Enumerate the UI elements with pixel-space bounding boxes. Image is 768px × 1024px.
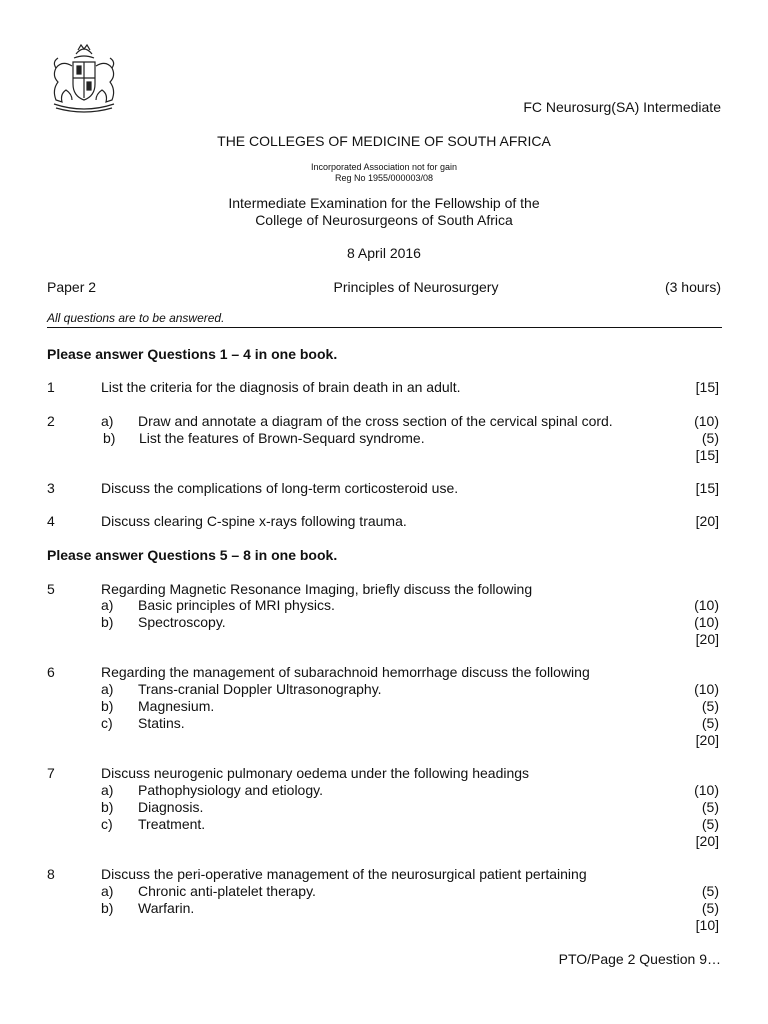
question-text: Regarding Magnetic Resonance Imaging, briefly discuss the following bbox=[101, 581, 533, 597]
question-total: [10] bbox=[695, 917, 719, 933]
subquestion-label: b) bbox=[101, 900, 114, 916]
subquestion-marks: (5) bbox=[701, 715, 719, 731]
subquestion-text: Trans-cranial Doppler Ultrasonography. bbox=[138, 681, 382, 697]
subquestion-marks: (5) bbox=[701, 799, 719, 815]
subquestion-label: a) bbox=[101, 782, 114, 798]
question-total: [20] bbox=[695, 732, 719, 748]
subquestion-text: Chronic anti-platelet therapy. bbox=[138, 883, 316, 899]
question-total: [20] bbox=[695, 833, 719, 849]
subquestion-text: Warfarin. bbox=[138, 900, 195, 916]
question-number: 4 bbox=[47, 513, 55, 529]
question-text: Discuss the complications of long-term corticosteroid use. bbox=[101, 480, 459, 496]
subquestion-marks: (5) bbox=[701, 883, 719, 899]
subquestion-text: Diagnosis. bbox=[138, 799, 204, 815]
subquestion-marks: (5) bbox=[701, 430, 719, 446]
subquestion-label: c) bbox=[101, 816, 113, 832]
question-number: 6 bbox=[47, 664, 55, 680]
header-divider bbox=[47, 327, 722, 328]
paper-number: Paper 2 bbox=[47, 279, 97, 295]
section-heading-2: Please answer Questions 5 – 8 in one book. bbox=[47, 547, 338, 563]
question-number: 8 bbox=[47, 866, 55, 882]
section-heading-1: Please answer Questions 1 – 4 in one book. bbox=[47, 346, 338, 362]
incorporated-note: Incorporated Association not for gain bbox=[310, 162, 458, 172]
exam-date: 8 April 2016 bbox=[347, 245, 421, 261]
subquestion-marks: (10) bbox=[694, 597, 719, 613]
question-number: 7 bbox=[47, 765, 55, 781]
reg-number: Reg No 1955/000003/08 bbox=[334, 173, 434, 183]
subquestion-marks: (10) bbox=[694, 614, 719, 630]
exam-code: FC Neurosurg(SA) Intermediate bbox=[523, 99, 721, 115]
question-marks: [20] bbox=[695, 513, 719, 529]
subquestion-marks: (10) bbox=[694, 413, 719, 429]
question-marks: [15] bbox=[695, 480, 719, 496]
question-text: Discuss clearing C-spine x-rays following trauma. bbox=[101, 513, 407, 529]
subquestion-text: Draw and annotate a diagram of the cross section of the cervical spinal cord. bbox=[138, 413, 613, 429]
question-number: 3 bbox=[47, 480, 55, 496]
subquestion-label: a) bbox=[101, 681, 114, 697]
subquestion-marks: (10) bbox=[694, 782, 719, 798]
coat-of-arms-icon bbox=[46, 42, 122, 114]
subquestion-label: b) bbox=[103, 430, 116, 446]
subquestion-label: b) bbox=[101, 614, 114, 630]
exam-title-line2: College of Neurosurgeons of South Africa bbox=[255, 212, 513, 228]
instruction-text: All questions are to be answered. bbox=[47, 311, 225, 325]
question-number: 1 bbox=[47, 379, 55, 395]
subquestion-marks: (5) bbox=[701, 698, 719, 714]
college-title: THE COLLEGES OF MEDICINE OF SOUTH AFRICA bbox=[217, 133, 551, 149]
subquestion-label: a) bbox=[101, 883, 114, 899]
question-total: [20] bbox=[695, 631, 719, 647]
subquestion-text: Basic principles of MRI physics. bbox=[138, 597, 335, 613]
paper-duration: (3 hours) bbox=[664, 279, 721, 295]
question-number: 2 bbox=[47, 413, 55, 429]
subquestion-text: Treatment. bbox=[138, 816, 206, 832]
question-text: List the criteria for the diagnosis of brain death in an adult. bbox=[101, 379, 461, 395]
subquestion-text: List the features of Brown-Sequard syndrome. bbox=[139, 430, 425, 446]
question-number: 5 bbox=[47, 581, 55, 597]
exam-title-line1: Intermediate Examination for the Fellowship of the bbox=[228, 195, 540, 211]
page-turn-note: PTO/Page 2 Question 9… bbox=[558, 951, 721, 967]
question-text: Regarding the management of subarachnoid hemorrhage discuss the following bbox=[101, 664, 590, 680]
question-text: Discuss the peri-operative management of the neurosurgical patient pertaining bbox=[101, 866, 587, 882]
subquestion-label: b) bbox=[101, 698, 114, 714]
subquestion-label: c) bbox=[101, 715, 113, 731]
subquestion-text: Spectroscopy. bbox=[138, 614, 226, 630]
subquestion-label: b) bbox=[101, 799, 114, 815]
subquestion-marks: (5) bbox=[701, 816, 719, 832]
subquestion-marks: (5) bbox=[701, 900, 719, 916]
subquestion-label: a) bbox=[101, 413, 114, 429]
question-text: Discuss neurogenic pulmonary oedema under the following headings bbox=[101, 765, 530, 781]
subquestion-text: Statins. bbox=[138, 715, 185, 731]
subquestion-label: a) bbox=[101, 597, 114, 613]
subquestion-text: Pathophysiology and etiology. bbox=[138, 782, 323, 798]
question-marks: [15] bbox=[695, 379, 719, 395]
paper-subject: Principles of Neurosurgery bbox=[333, 279, 499, 295]
subquestion-marks: (10) bbox=[694, 681, 719, 697]
subquestion-text: Magnesium. bbox=[138, 698, 215, 714]
question-total: [15] bbox=[695, 447, 719, 463]
